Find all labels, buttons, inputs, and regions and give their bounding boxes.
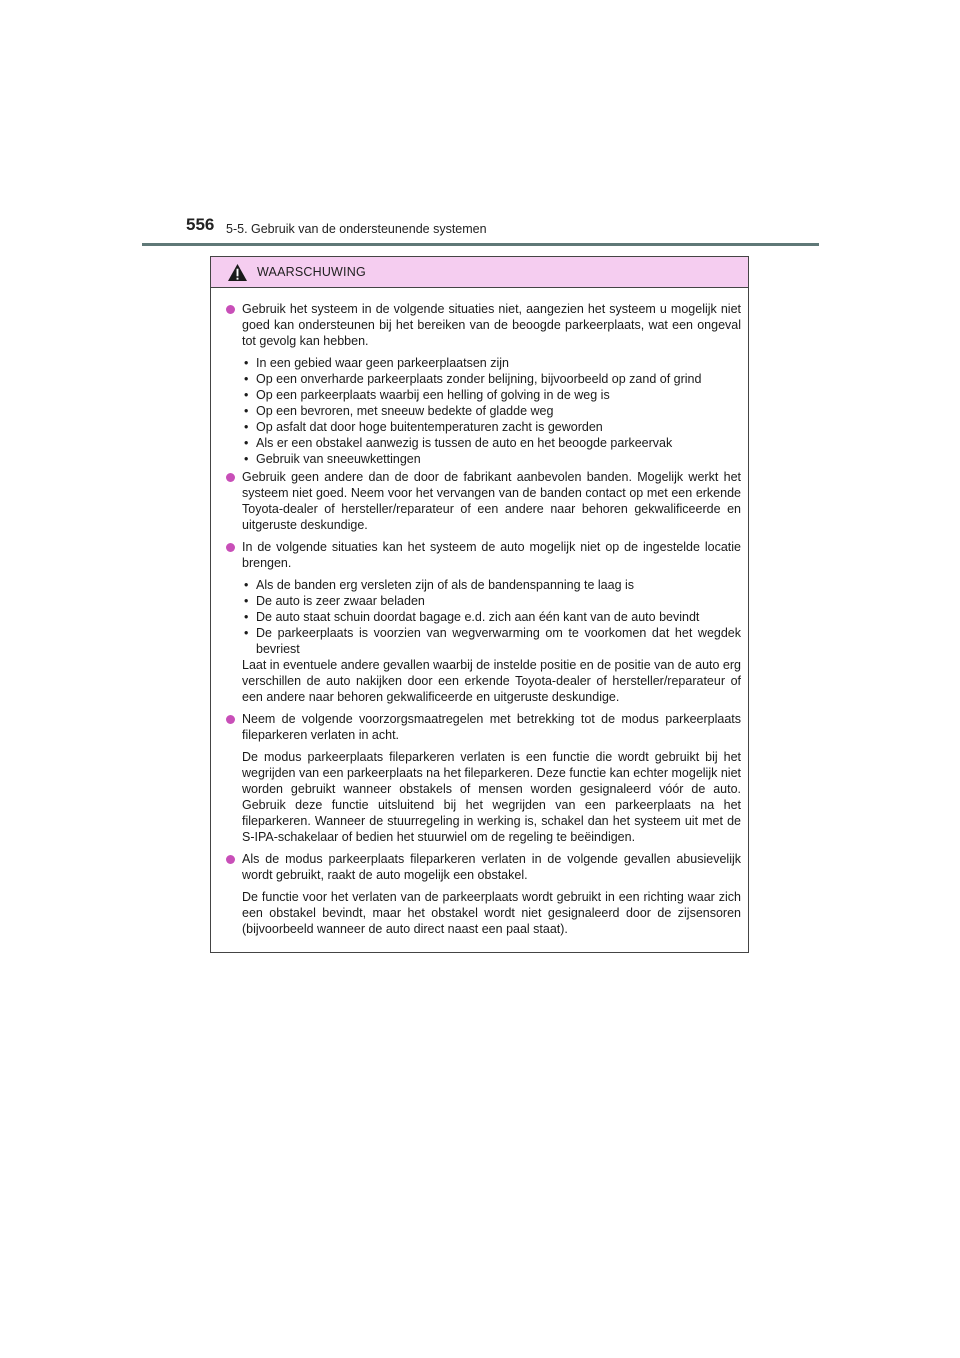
warning-triangle-icon: [227, 263, 248, 282]
bullet-dot-icon: [226, 305, 235, 314]
warning-item: [224, 469, 741, 533]
list-item: • Als er een obstakel aanwezig is tussen de auto en het beoogde parkeervak: [242, 435, 741, 451]
list-item: • Op een onverharde parkeerplaats zonder belijning, bijvoorbeeld op zand of grind: [242, 371, 741, 387]
item-text: Neem de volgende voorzorgsmaatregelen met betrekking tot de modus parkeerplaats fileparkeren verlaten in acht.: [242, 712, 741, 742]
list-item: • Als de banden erg versleten zijn of als de bandenspanning te laag is: [242, 577, 741, 593]
item-text: In de volgende situaties kan het systeem de auto mogelijk niet op de ingestelde locatie brengen.: [242, 540, 741, 570]
item-text: Gebruik het systeem in de volgende situaties niet, aangezien het systeem u mogelijk niet goed kan ondersteunen bij het bereiken van de beoogde parkeerplaats, wat een ongeval tot gevolg kan hebben.: [242, 302, 741, 348]
bullet-dot-icon: [226, 473, 235, 482]
header-rule: [142, 243, 819, 246]
bullet-dot-icon: [226, 715, 235, 724]
warning-item: [224, 301, 741, 467]
bullet-dot-icon: [226, 543, 235, 552]
page-number: 556: [186, 215, 215, 234]
sub-list: [242, 355, 741, 467]
list-item: • Op een bevroren, met sneeuw bedekte of gladde weg: [242, 403, 741, 419]
warning-item: [224, 539, 741, 705]
section-title: 5-5. Gebruik van de ondersteunende systemen: [226, 222, 487, 236]
list-item: • Gebruik van sneeuwkettingen: [242, 451, 741, 467]
item-detail: De modus parkeerplaats fileparkeren verlaten is een functie die wordt gebruikt bij het wegrijden van een parkeerplaats na het fileparkeren. Deze functie kan echter mogelijk niet worden gebruikt wanneer obstakels of mensen worden gesignaleerd vóór de auto. Gebruik deze functie uitsluitend bij het wegrijden van een parkeerplaats na het fileparkeren. Wanneer de stuurregeling in werking is, schakel dan het systeem uit met de S-IPA-schakelaar of bedien het stuurwiel om de regeling te beëindigen.: [242, 750, 741, 844]
warning-header: [211, 257, 748, 288]
list-item: • De auto staat schuin doordat bagage e.d. zich aan één kant van de auto bevindt: [242, 609, 741, 625]
list-item: • De auto is zeer zwaar beladen: [242, 593, 741, 609]
item-detail: De functie voor het verlaten van de parkeerplaats wordt gebruikt in een richting waar zich een obstakel bevindt, maar het obstakel wordt niet gesignaleerd door de zijsensoren (bijvoorbeeld wanneer de auto direct naast een paal staat).: [242, 890, 741, 936]
list-item: • In een gebied waar geen parkeerplaatsen zijn: [242, 355, 741, 371]
item-text: Als de modus parkeerplaats fileparkeren verlaten in de volgende gevallen abusievelijk wordt gebruikt, raakt de auto mogelijk een obstakel.: [242, 852, 741, 882]
warning-item: [224, 851, 741, 937]
sub-list: [242, 577, 741, 657]
item-text: Gebruik geen andere dan de door de fabrikant aanbevolen banden. Mogelijk werkt het systeem niet goed. Neem voor het vervangen van de banden contact op met een erkende Toyota-dealer of hersteller/reparateur of een andere naar behoren gekwalificeerde en uitgeruste deskundige.: [242, 470, 741, 532]
bullet-dot-icon: [226, 855, 235, 864]
warning-title: WAARSCHUWING: [257, 265, 366, 279]
list-item: • Op asfalt dat door hoge buitentemperaturen zacht is geworden: [242, 419, 741, 435]
warning-body: [211, 288, 748, 937]
item-note: Laat in eventuele andere gevallen waarbij de instelde positie en de positie van de auto erg verschillen de auto nakijken door een erkende Toyota-dealer of hersteller/reparateur of een andere naar behoren gekwalificeerde en uitgeruste deskundige.: [242, 658, 741, 704]
warning-box: [210, 256, 749, 953]
warning-item: [224, 711, 741, 845]
list-item: • Op een parkeerplaats waarbij een helling of golving in de weg is: [242, 387, 741, 403]
list-item: • De parkeerplaats is voorzien van wegverwarming om te voorkomen dat het wegdek bevriest: [242, 625, 741, 657]
